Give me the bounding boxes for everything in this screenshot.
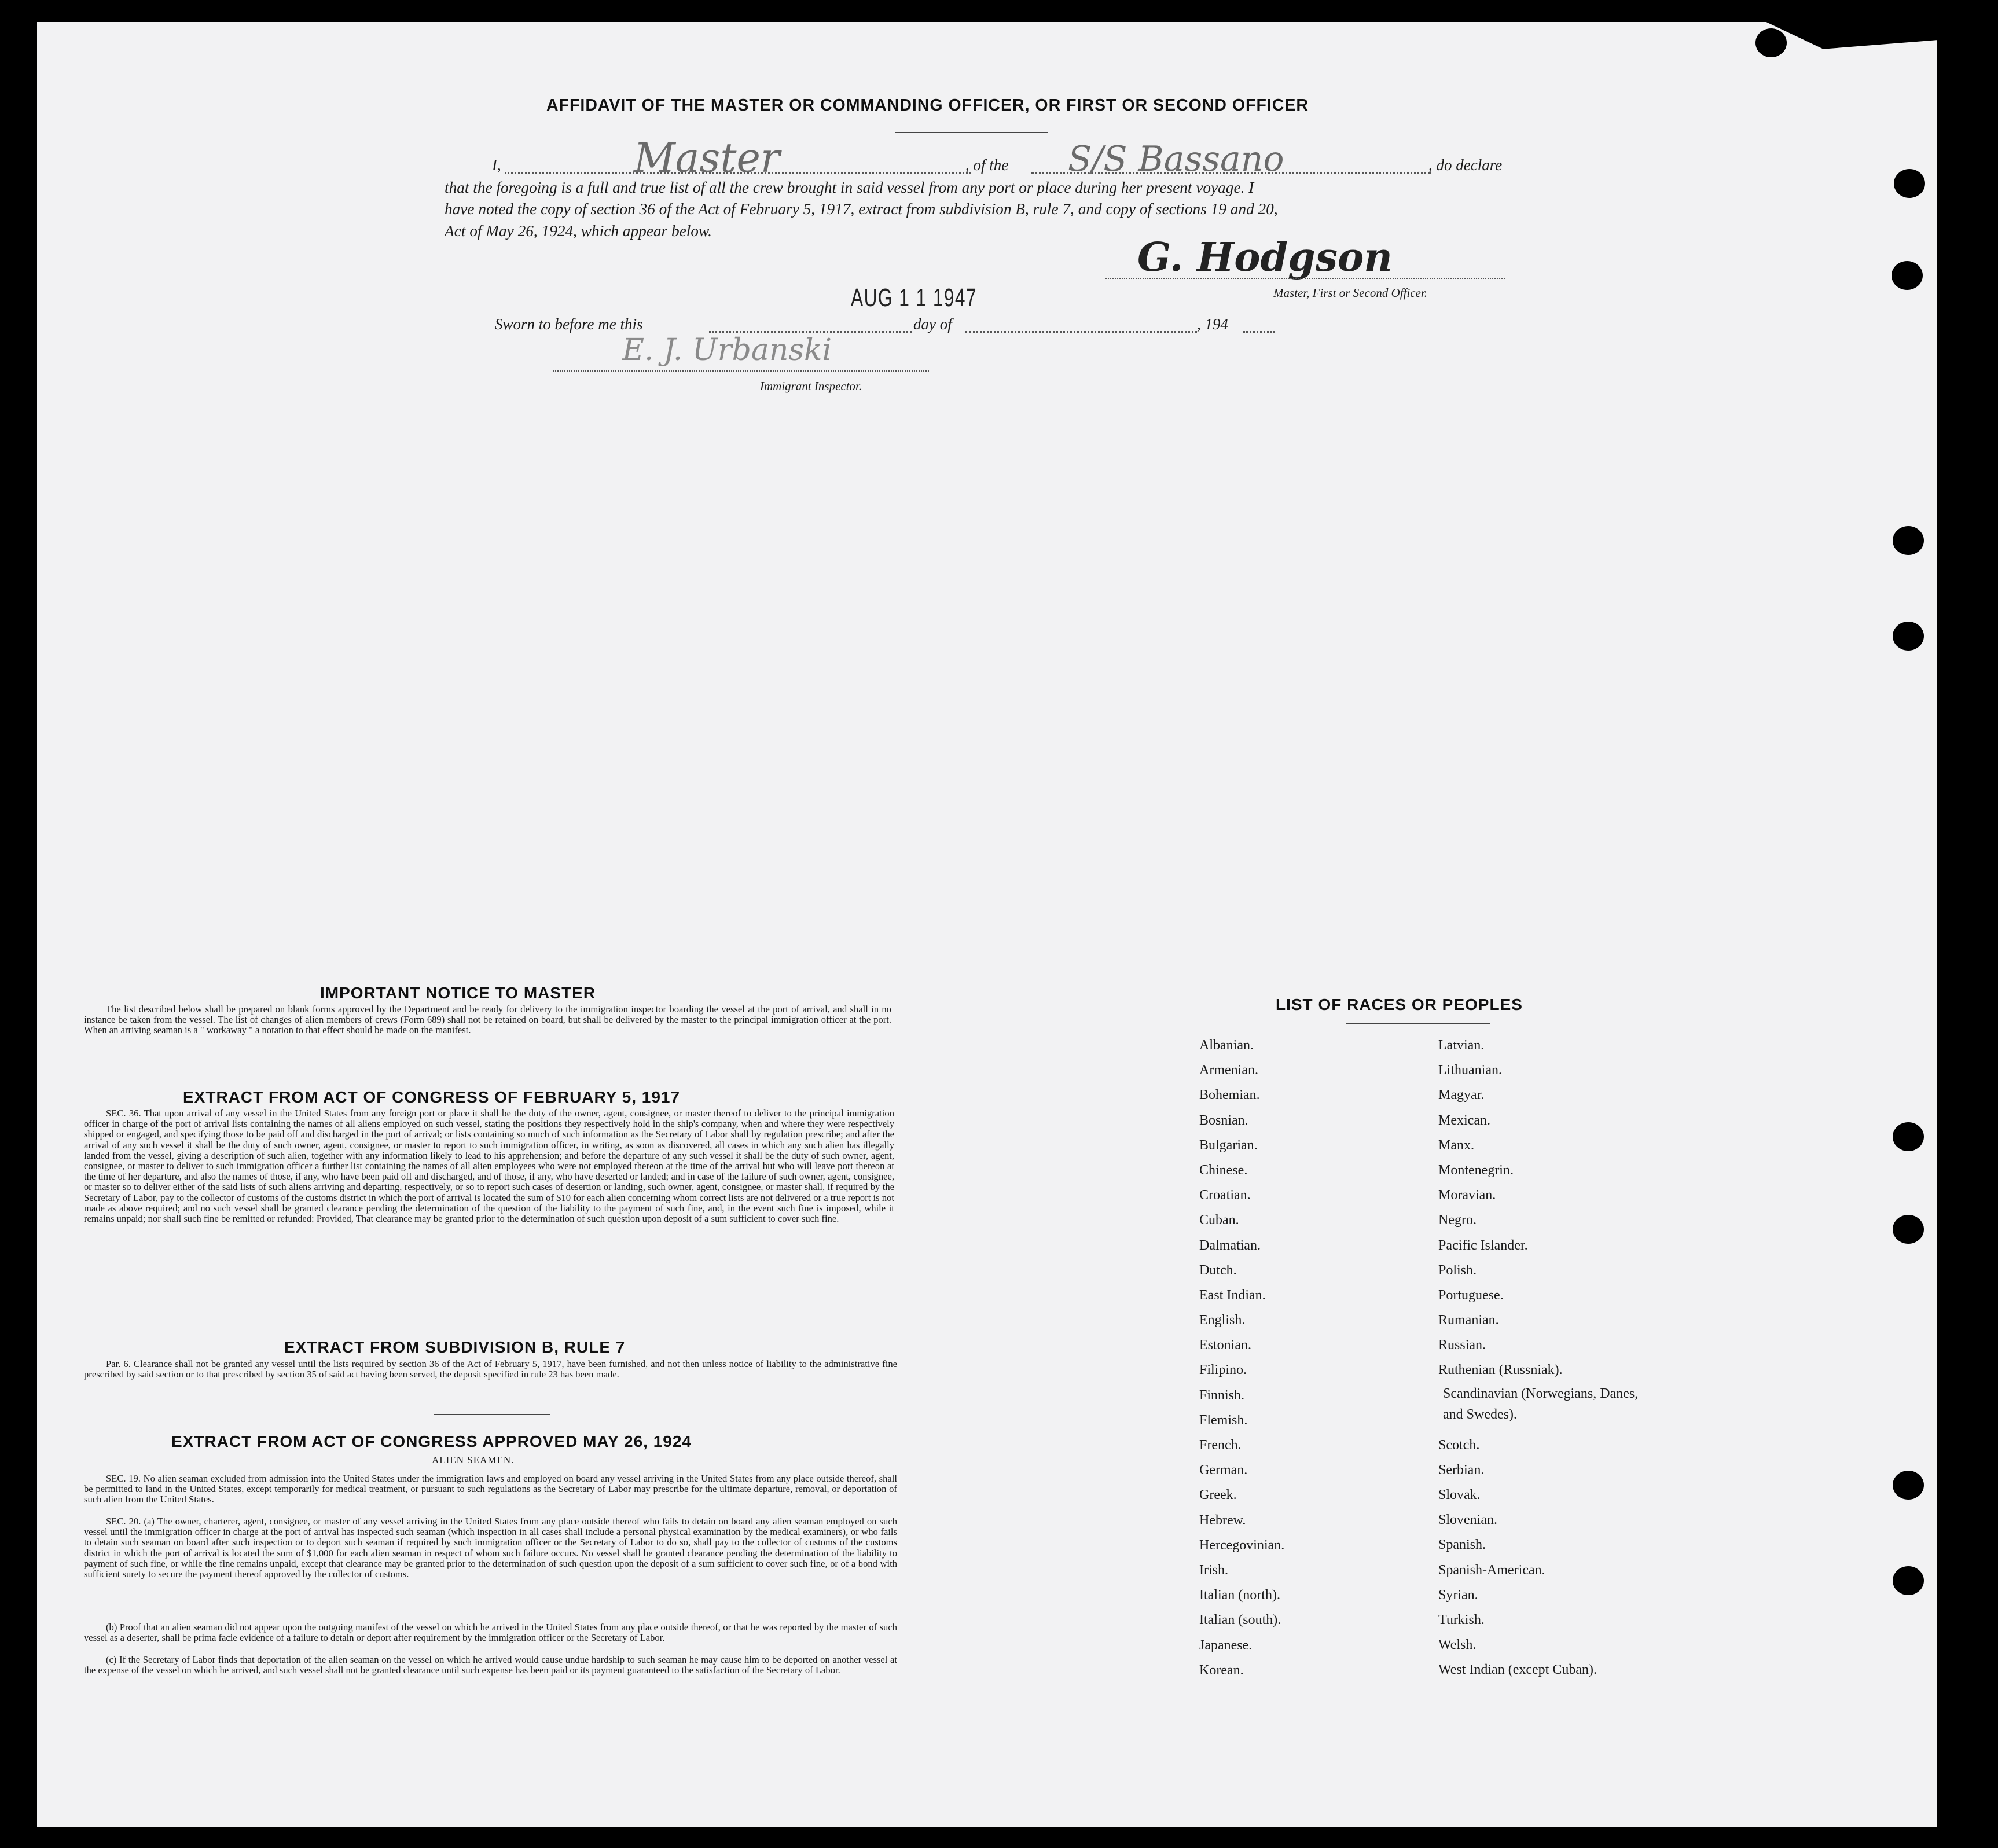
extract-rule7-title: EXTRACT FROM SUBDIVISION B, RULE 7	[284, 1338, 626, 1356]
binder-hole	[1893, 526, 1924, 555]
race-item: Scandinavian (Norwegians, Danes, and Swedes).	[1443, 1386, 1639, 1422]
vessel-name-handwritten: S/S Bassano	[1068, 139, 1284, 179]
inspector-line	[553, 370, 929, 372]
race-item: Rumanian.	[1438, 1313, 1499, 1328]
binder-hole	[1893, 622, 1924, 651]
race-item: Bulgarian.	[1199, 1137, 1258, 1153]
race-item: Finnish.	[1199, 1387, 1245, 1403]
binder-hole	[1755, 28, 1787, 57]
signature-caption: Master, First or Second Officer.	[1273, 286, 1427, 300]
race-item: Dalmatian.	[1199, 1237, 1261, 1253]
race-item: Croatian.	[1199, 1188, 1251, 1203]
races-title: LIST OF RACES OR PEOPLES	[1276, 995, 1523, 1013]
race-item: Lithuanian.	[1438, 1063, 1502, 1078]
race-item: Spanish-American.	[1438, 1562, 1545, 1578]
i-label: I,	[492, 156, 501, 174]
extract-rule7-text: Par. 6. Clearance shall not be granted any vessel until the lists required by section 36 of the Act of February 5, 1917, have been furnished, and not then unless notice of liability to the administrative fine prescribed by said section or to that prescribed by section 35 of said act having been served, the deposit specified in rule 23 has been made.	[84, 1358, 897, 1380]
day-of-label: day of	[913, 315, 952, 333]
race-item: Armenian.	[1199, 1063, 1258, 1078]
extract-1924-title: EXTRACT FROM ACT OF CONGRESS APPROVED MAY 26, 1924	[171, 1432, 692, 1450]
notice-title: IMPORTANT NOTICE TO MASTER	[320, 984, 596, 1002]
race-item: East Indian.	[1199, 1287, 1266, 1303]
race-item: Turkish.	[1438, 1612, 1485, 1627]
races-divider	[1346, 1023, 1490, 1024]
race-item: Korean.	[1199, 1662, 1244, 1678]
race-item: Manx.	[1438, 1137, 1474, 1153]
race-item: Albanian.	[1199, 1038, 1254, 1053]
race-item: Greek.	[1199, 1487, 1237, 1503]
notice-text: The list described below shall be prepared on blank forms approved by the Department and be ready for delivery to the immigration inspector boarding the vessel at the port of arrival, and shall in no instance be taken from the vessel. The list of changes of alien members of crews (Form 689) shall not be retained on board, but shall be delivered by the master to the principal immigration officer at the port. When an arriving seaman is a " workaway " a notation to that effect should be made on the manifest.	[84, 1004, 891, 1036]
race-item: Filipino.	[1199, 1362, 1247, 1378]
inspector-caption: Immigrant Inspector.	[760, 379, 862, 393]
sworn-month-line	[965, 331, 1197, 333]
affidavit-title: AFFIDAVIT OF THE MASTER OR COMMANDING OFFICER, OR FIRST OR SECOND OFFICER	[546, 96, 1309, 115]
binder-hole	[1892, 261, 1923, 290]
race-item: Hercegovinian.	[1199, 1537, 1285, 1553]
binder-hole	[1893, 1566, 1924, 1595]
races-left-column	[1199, 1033, 1402, 1683]
master-signature: G. Hodgson	[1137, 234, 1393, 281]
race-item: Ruthenian (Russniak).	[1438, 1362, 1563, 1378]
binder-hole	[1893, 1471, 1924, 1500]
race-item: Cuban.	[1199, 1213, 1239, 1228]
race-item: Spanish.	[1438, 1537, 1486, 1553]
sec20a-text: SEC. 20. (a) The owner, charterer, agent, consignee, or master of any vessel arriving in the United States from any place outside thereof who fails to detain on board any alien seaman employed on such vessel until the immigration officer in charge at the port of arrival has inspected such seaman (which inspection in all cases shall include a personal physical examination by the medical examiners), or who fails to detain such seaman on board after such inspection or to deport such seaman if required by such immigration officer or the Secretary of Labor to do so, shall pay to the collector of customs of the customs district in which the port of arrival is located the sum of $1,000 for each alien seaman in respect of whom such failure occurs. No vessel shall be granted clearance pending the determination of the liability to payment of such fine, or while the fine remains unpaid, except that clearance may be granted prior to the determination of such question upon the deposit of a sum sufficient to cover such fine, or of a bond with sufficient surety to secure the payment thereof approved by the collector of customs.	[84, 1516, 897, 1580]
race-item: French.	[1199, 1438, 1242, 1453]
race-item: Montenegrin.	[1438, 1162, 1514, 1178]
race-item: Moravian.	[1438, 1188, 1496, 1203]
race-item: Flemish.	[1199, 1412, 1248, 1428]
year-label: , 194	[1197, 315, 1228, 333]
section-divider	[434, 1414, 550, 1415]
races-right-column	[1438, 1033, 1687, 1683]
signature-line	[1105, 278, 1505, 279]
sworn-label: Sworn to before me this	[495, 315, 643, 333]
race-item: Slovak.	[1438, 1487, 1481, 1502]
race-item: Mexican.	[1438, 1112, 1490, 1128]
race-item: Scotch.	[1438, 1437, 1480, 1453]
race-item: Slovenian.	[1438, 1512, 1497, 1528]
race-item: Polish.	[1438, 1262, 1477, 1278]
race-item: Russian.	[1438, 1338, 1486, 1353]
inspector-signature: E. J. Urbanski	[622, 333, 832, 368]
race-item: Negro.	[1438, 1213, 1477, 1228]
race-item: Japanese.	[1199, 1637, 1253, 1653]
date-stamp: AUG 1 1 1947	[851, 284, 978, 312]
race-item: English.	[1199, 1313, 1246, 1328]
race-item: German.	[1199, 1463, 1248, 1478]
extract-1917-text: SEC. 36. That upon arrival of any vessel in the United States from any foreign port or place it shall be the duty of the owner, agent, consignee, or master thereof to deliver to the principal immigration officer in charge of the port of arrival lists containing the names of all aliens employed on such vessel, stating the positions they respectively hold in the ship's company, when and where they were respectively shipped or engaged, and specifying those to be paid off and discharged in the port of arrival; or lists containing so much of such information as the Secretary of Labor shall by regulation prescribe; and after the arrival of any such vessel it shall be the duty of such owner, agent, consignee, or master to report to such immigration officer, in writing, as soon as discovered, all cases in which any such alien has illegally landed from the vessel, giving a description of such alien, together with any information likely to lead to his apprehension; and before the departure of any such vessel it shall be the duty of such owner, agent, consignee, or master to deliver to such immigration officer a further list containing the names of all alien employees who were not employed thereon at the time of the arrival but who will leave port thereon at the time of her departure, and also the names of those, if any, who have been paid off and discharged, and of those, if any, who have deserted or landed; and in case of the failure of such owner, agent, consignee, or master so to deliver either of the said lists of such aliens arriving and departing, respectively, or so to report such cases of desertion or landing, such owner, agent, consignee, or master shall, if required by the Secretary of Labor, pay to the collector of customs of the customs district in which the port of arrival is located the sum of $10 for each alien concerning whom correct lists are not delivered or a true report is not made as above required; and no such vessel shall be granted clearance pending the determination of the question of the liability to the payment of such fine, and, in the event such fine is imposed, while it remains unpaid; nor shall such fine be remitted or refunded: Provided, That clearance may be granted prior to the determination of such question upon deposit of a sum sufficient to cover such fine.	[84, 1108, 894, 1225]
race-item: Irish.	[1199, 1562, 1228, 1578]
binder-hole	[1894, 169, 1925, 198]
sec20c-text: (c) If the Secretary of Labor finds that deportation of the alien seaman on the vessel on which he arrived would cause undue hardship to such seaman he may cause him to be deported on another vessel at the expense of the vessel on which he arrived, and such vessel shall not be granted clearance until such expense has been paid or its payment guaranteed to the satisfaction of the Secretary of Labor.	[84, 1654, 897, 1676]
race-item: Italian (north).	[1199, 1588, 1280, 1603]
race-item: Magyar.	[1438, 1088, 1485, 1103]
race-item: Welsh.	[1438, 1637, 1477, 1653]
race-item: Serbian.	[1438, 1462, 1485, 1478]
race-item: Latvian.	[1438, 1038, 1485, 1053]
race-item: Pacific Islander.	[1438, 1237, 1528, 1253]
race-item: Portuguese.	[1438, 1287, 1504, 1303]
affidavit-text-line-2: have noted the copy of section 36 of the Act of February 5, 1917, extract from subdivision B, rule 7, and copy of sections 19 and 20,	[445, 200, 1278, 218]
affidavit-text-line-1: that the foregoing is a full and true list of all the crew brought in said vessel from any port or place during her present voyage. I	[445, 179, 1254, 196]
race-item: Syrian.	[1438, 1587, 1478, 1603]
affidavit-text-line-3: Act of May 26, 1924, which appear below.	[445, 222, 712, 240]
race-item: Italian (south).	[1199, 1612, 1281, 1628]
race-item: West Indian (except Cuban).	[1438, 1662, 1597, 1678]
binder-hole	[1893, 1215, 1924, 1244]
do-declare-label: , do declare	[1428, 156, 1503, 174]
title-divider	[895, 132, 1048, 133]
race-item: Dutch.	[1199, 1262, 1237, 1278]
sec20b-text: (b) Proof that an alien seaman did not appear upon the outgoing manifest of the vessel on which he arrived in the United States from any place outside thereof, or that he was reported by the master of such vessel as a deserter, shall be prima facie evidence of a failure to detain or deport after requirement by the immigration officer or the Secretary of Labor.	[84, 1622, 897, 1644]
master-name-handwritten: Master	[634, 134, 780, 182]
extract-1924-subtitle: ALIEN SEAMEN.	[432, 1454, 515, 1465]
sworn-year-line	[1243, 331, 1275, 333]
race-item: Hebrew.	[1199, 1512, 1246, 1528]
race-item: Chinese.	[1199, 1162, 1248, 1178]
of-the-label: , of the	[965, 156, 1009, 174]
binder-hole	[1893, 1122, 1924, 1151]
extract-1917-title: EXTRACT FROM ACT OF CONGRESS OF FEBRUARY 5, 1917	[183, 1088, 681, 1106]
race-item: Estonian.	[1199, 1338, 1251, 1353]
race-item: Bosnian.	[1199, 1112, 1248, 1128]
race-item: Bohemian.	[1199, 1088, 1260, 1103]
sec19-text: SEC. 19. No alien seaman excluded from admission into the United States under the immigration laws and employed on board any vessel arriving in the United States from any place outside thereof, shall be permitted to land in the United States, except temporarily for medical treatment, or pursuant to such regulations as the Secretary of Labor may prescribe for the ultimate departure, removal, or deportation of such alien from the United States.	[84, 1473, 897, 1505]
